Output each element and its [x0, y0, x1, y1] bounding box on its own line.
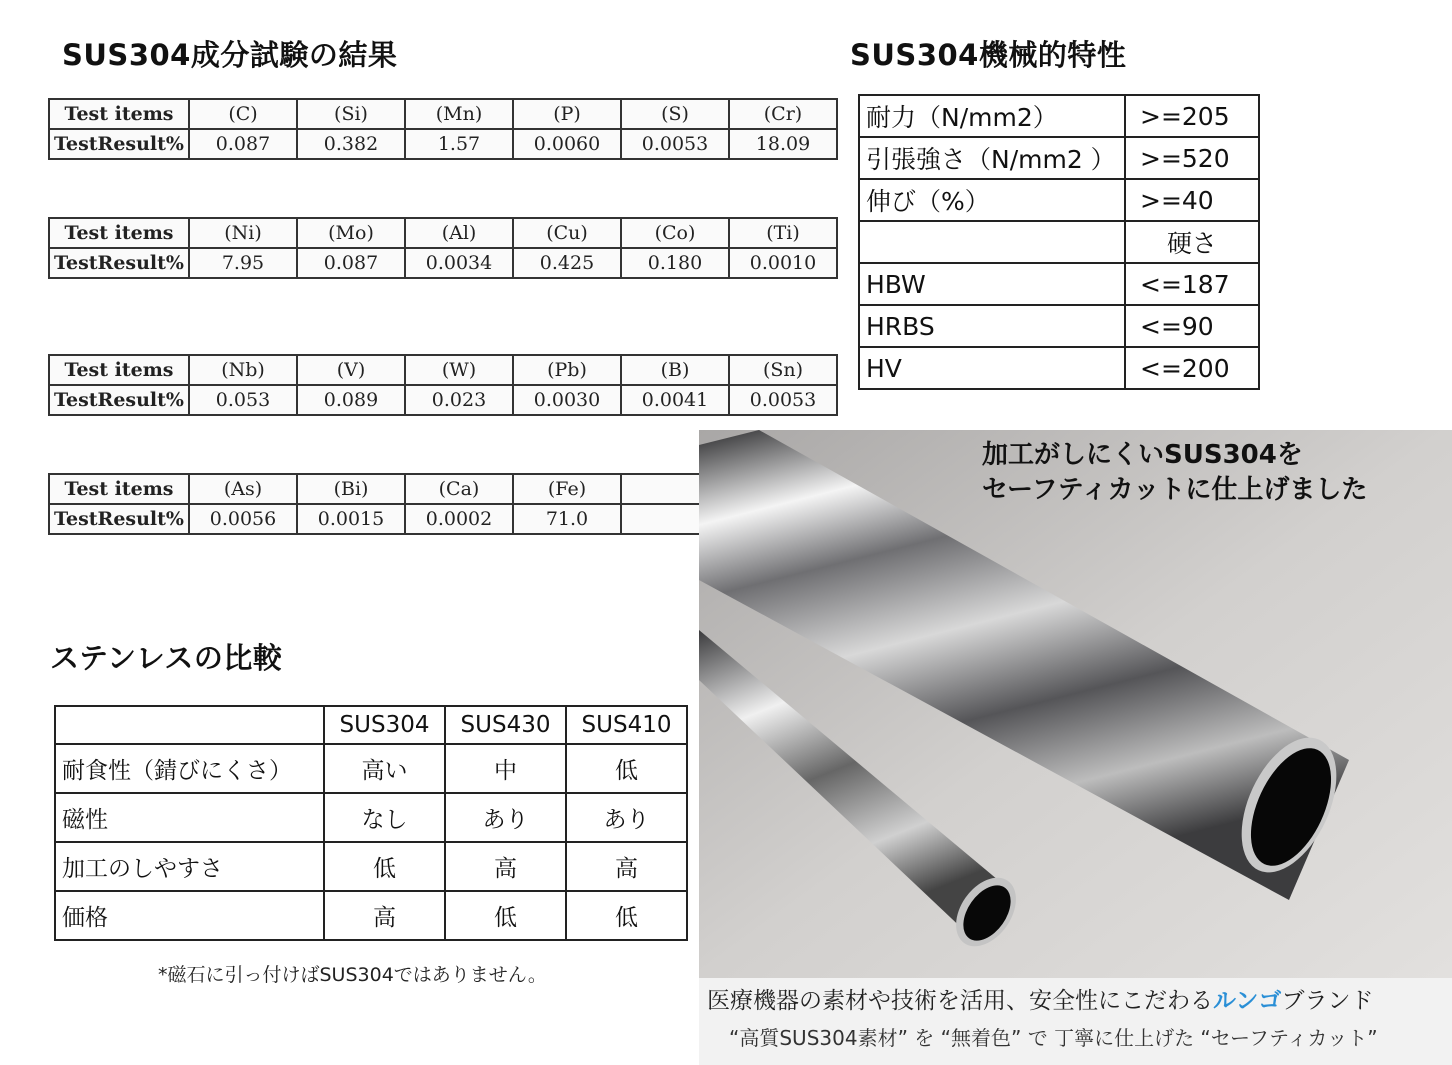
table-row: [55, 744, 687, 793]
row-label-items: Test items: [49, 355, 189, 385]
row-label-items: Test items: [49, 218, 189, 248]
mechanical-title: SUS304機械的特性: [850, 38, 1127, 72]
element-cell: (Cu): [513, 218, 621, 248]
column-header: [55, 706, 324, 744]
hardness-header: 硬さ: [1125, 221, 1259, 263]
element-cell: (Bi): [297, 474, 405, 504]
result-cell: 0.0002: [405, 504, 513, 534]
table-row: [859, 221, 1259, 263]
element-cell: (B): [621, 355, 729, 385]
table-row: [49, 504, 729, 534]
column-header: SUS304: [324, 706, 445, 744]
table-cell: 低: [566, 891, 687, 940]
result-cell: 0.087: [189, 129, 297, 159]
table-row: [55, 842, 687, 891]
footer-tagline-suffix: ブランド: [1281, 988, 1374, 1014]
element-cell: (Fe): [513, 474, 621, 504]
result-cell: 0.0030: [513, 385, 621, 415]
element-cell: (Ca): [405, 474, 513, 504]
property-label: [859, 221, 1125, 263]
property-label: HV: [859, 347, 1125, 389]
magnet-note: *磁石に引っ付けばSUS304ではありません。: [158, 964, 547, 986]
table-cell: 低: [445, 891, 566, 940]
result-cell: 0.089: [297, 385, 405, 415]
property-label: HBW: [859, 263, 1125, 305]
composition-title: SUS304成分試験の結果: [62, 38, 398, 72]
caption-line-2: セーフティカットに仕上げました: [982, 475, 1368, 505]
mechanical-properties-table: [858, 94, 1260, 390]
table-row: [859, 95, 1259, 137]
table-row: [49, 218, 837, 248]
brand-name: ルンゴ: [1213, 988, 1282, 1014]
row-label: 加工のしやすさ: [55, 842, 324, 891]
result-cell: 0.0060: [513, 129, 621, 159]
result-cell: 0.053: [189, 385, 297, 415]
element-cell: (As): [189, 474, 297, 504]
result-cell: 0.0015: [297, 504, 405, 534]
result-cell: 0.087: [297, 248, 405, 278]
property-value: <=187: [1125, 263, 1259, 305]
table-row: [49, 474, 729, 504]
result-cell: 0.0034: [405, 248, 513, 278]
row-label-result: TestResult%: [49, 385, 189, 415]
result-cell: 0.0056: [189, 504, 297, 534]
table-row: [49, 355, 837, 385]
element-cell: (P): [513, 99, 621, 129]
row-label-items: Test items: [49, 474, 189, 504]
property-label: 引張強さ（N/mm2 ）: [859, 137, 1125, 179]
result-cell: 0.425: [513, 248, 621, 278]
row-label: 磁性: [55, 793, 324, 842]
element-cell: (Co): [621, 218, 729, 248]
row-label-items: Test items: [49, 99, 189, 129]
property-label: 耐力（N/mm2）: [859, 95, 1125, 137]
comparison-title: ステンレスの比較: [50, 641, 283, 675]
composition-table-2: [48, 217, 838, 279]
table-cell: 中: [445, 744, 566, 793]
table-cell: 低: [324, 842, 445, 891]
table-cell: あり: [566, 793, 687, 842]
property-label: 伸び（%）: [859, 179, 1125, 221]
column-header: SUS430: [445, 706, 566, 744]
element-cell: (Mn): [405, 99, 513, 129]
element-cell: (Mo): [297, 218, 405, 248]
composition-table-4: [48, 473, 730, 535]
row-label-result: TestResult%: [49, 504, 189, 534]
result-cell: 0.180: [621, 248, 729, 278]
table-row: [55, 891, 687, 940]
photo-footer: [699, 978, 1452, 1065]
footer-tagline-text: 医療機器の素材や技術を活用、安全性にこだわる: [707, 988, 1213, 1014]
table-row: [49, 129, 837, 159]
table-cell: 高: [445, 842, 566, 891]
table-header-row: [55, 706, 687, 744]
table-row: [859, 305, 1259, 347]
row-label: 価格: [55, 891, 324, 940]
stainless-comparison-table: [54, 705, 688, 941]
table-cell: 低: [566, 744, 687, 793]
element-cell: (Si): [297, 99, 405, 129]
element-cell: (Cr): [729, 99, 837, 129]
property-value: >=40: [1125, 179, 1259, 221]
element-cell: (Pb): [513, 355, 621, 385]
result-cell: 0.0041: [621, 385, 729, 415]
table-row: [859, 263, 1259, 305]
result-cell: 18.09: [729, 129, 837, 159]
table-row: [859, 137, 1259, 179]
result-cell: 71.0: [513, 504, 621, 534]
table-cell: 高: [566, 842, 687, 891]
result-cell: 0.0010: [729, 248, 837, 278]
result-cell: 0.0053: [729, 385, 837, 415]
table-row: [49, 385, 837, 415]
table-cell: 高: [324, 891, 445, 940]
row-label: 耐食性（錆びにくさ）: [55, 744, 324, 793]
element-cell: (Al): [405, 218, 513, 248]
table-row: [859, 179, 1259, 221]
property-value: <=90: [1125, 305, 1259, 347]
element-cell: (W): [405, 355, 513, 385]
table-row: [859, 347, 1259, 389]
element-cell: (C): [189, 99, 297, 129]
result-cell: 7.95: [189, 248, 297, 278]
element-cell: (V): [297, 355, 405, 385]
element-cell: (S): [621, 99, 729, 129]
property-value: >=520: [1125, 137, 1259, 179]
photo-caption: [982, 438, 1367, 508]
element-cell: (Ti): [729, 218, 837, 248]
steel-straws-image: [699, 430, 1452, 978]
product-photo: [699, 430, 1452, 1065]
element-cell: (Sn): [729, 355, 837, 385]
table-cell: なし: [324, 793, 445, 842]
result-cell: 1.57: [405, 129, 513, 159]
row-label-result: TestResult%: [49, 129, 189, 159]
property-value: <=200: [1125, 347, 1259, 389]
element-cell: (Ni): [189, 218, 297, 248]
row-label-result: TestResult%: [49, 248, 189, 278]
composition-table-3: [48, 354, 838, 416]
caption-line-1: 加工がしにくいSUS304を: [982, 440, 1303, 470]
footer-tagline: [707, 982, 1373, 1015]
result-cell: 0.382: [297, 129, 405, 159]
table-cell: 高い: [324, 744, 445, 793]
table-row: [49, 248, 837, 278]
result-cell: 0.023: [405, 385, 513, 415]
table-row: [55, 793, 687, 842]
footer-subline: “高質SUS304素材” を “無着色” で 丁寧に仕上げた “セーフティカット”: [729, 1026, 1378, 1050]
element-cell: (Nb): [189, 355, 297, 385]
property-value: >=205: [1125, 95, 1259, 137]
table-cell: あり: [445, 793, 566, 842]
column-header: SUS410: [566, 706, 687, 744]
composition-table-1: [48, 98, 838, 160]
table-row: [49, 99, 837, 129]
property-label: HRBS: [859, 305, 1125, 347]
result-cell: 0.0053: [621, 129, 729, 159]
